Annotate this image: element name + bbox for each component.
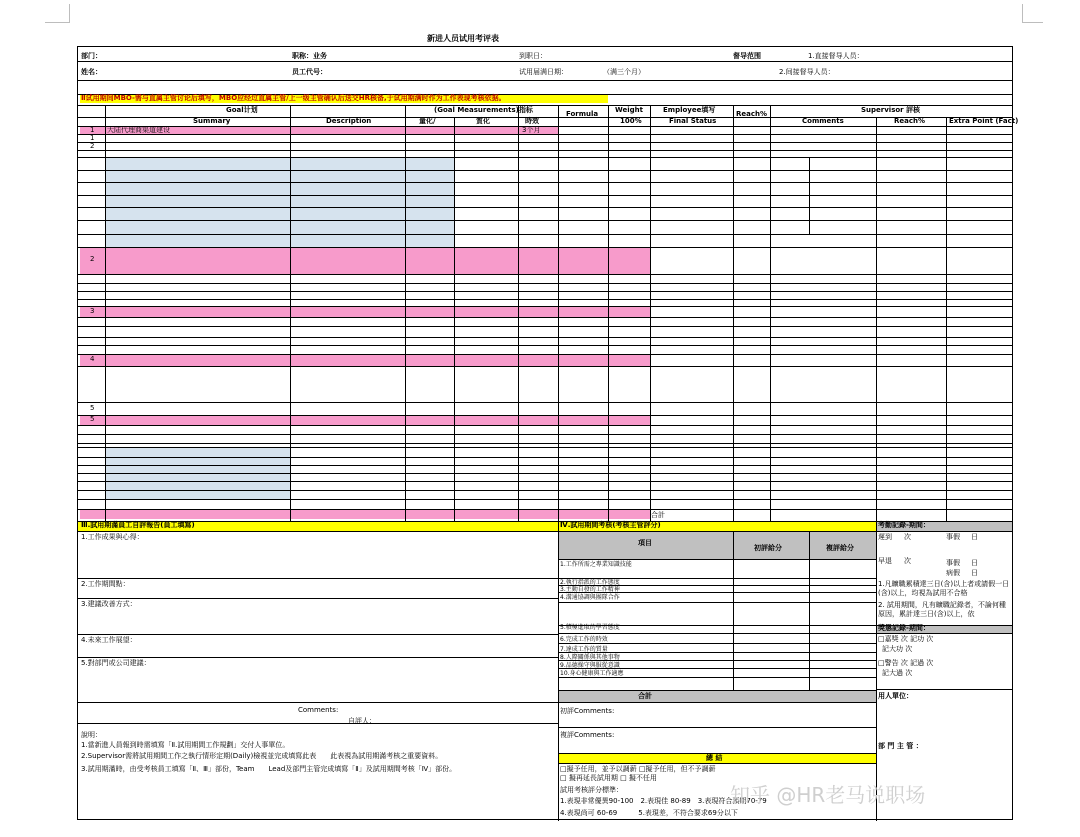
goal-row-5 xyxy=(80,415,650,425)
goal-row-end xyxy=(80,509,650,519)
goal-num: 3 xyxy=(90,307,95,315)
row1-num: 1 xyxy=(90,126,95,134)
reward-title: 獎懲記錄-期間： xyxy=(878,624,930,632)
goal-num: 5 xyxy=(90,404,95,412)
watermark: 知乎 @HR老马说职场 xyxy=(730,783,926,807)
goal-row-3 xyxy=(80,306,650,317)
early-times: 次 xyxy=(904,557,911,565)
total-label: 合計 xyxy=(651,511,665,519)
employee-id-label: 员工代号： xyxy=(292,68,327,76)
sub-weight: 100% xyxy=(620,117,642,125)
goal-row-4 xyxy=(80,354,650,366)
eval-item: 4.溝通協調與團隊合作 xyxy=(560,594,620,601)
self-question-4: 4.未來工作展望： xyxy=(81,636,137,644)
sub-description: Description xyxy=(326,117,372,125)
eval-item: 1.工作所需之專業知識技能 xyxy=(560,561,632,568)
hiring-unit: 用人單位： xyxy=(878,692,913,700)
goal-row-2 xyxy=(80,247,650,274)
note-3: 3.試用期滿時，由受考核員工填寫「Ⅱ、Ⅲ」部份，Team Lead及部門主管完成填寫「Ⅱ」及試用期間考核「Ⅳ」部份。 xyxy=(81,765,457,773)
section2-title: Ⅱ试用期间MBO-需与直属主管讨论后填写，MBO应经过直属主管/上一级主管确认后送交HR核备,于试用期满时作为工作表现考核依据。 xyxy=(81,94,506,102)
col-supervisor: Supervisor 評核 xyxy=(861,106,921,114)
sub-extra-point: Extra Point (Fact) xyxy=(949,117,1019,125)
trial-period: （满三个月） xyxy=(603,68,645,76)
self-question-2: 2.工作期間點： xyxy=(81,580,130,588)
page-title: 新进人员试用考评表 xyxy=(427,34,499,43)
col-measure: (Goal Measurements)指标 xyxy=(434,106,533,114)
trial-end-label: 试用届满日期： xyxy=(519,68,568,76)
standard-2: 4.表現尚可 60-69 5.表現差，不符合要求69分以下 xyxy=(560,809,738,817)
name-label: 姓名： xyxy=(81,68,102,76)
row1-time: 3个月 xyxy=(522,126,541,134)
late-label: 遲到 xyxy=(878,533,892,541)
section4-subtotal-bar xyxy=(558,690,876,702)
early-label: 早退 xyxy=(878,557,892,565)
self-question-5: 5.對部門或公司建議： xyxy=(81,659,151,667)
row-num: 2 xyxy=(90,142,95,150)
goal-num: 4 xyxy=(90,355,95,363)
section4-title: Ⅳ.試用期間考核(考核主管評分) xyxy=(560,521,661,529)
personal-leave: 事假 xyxy=(946,559,960,567)
section3-title: Ⅲ.試用期滿員工自評報告(員工填寫) xyxy=(81,521,195,529)
crop-mark xyxy=(45,4,70,23)
eval-item: 5.積極進取的學習態度 xyxy=(560,624,620,631)
eval-item: 7.達成工作的質量 xyxy=(560,646,608,653)
first-comments: 初評Comments: xyxy=(560,707,615,715)
self-question-3: 3.建議改善方式： xyxy=(81,600,137,608)
col-reach: Reach% xyxy=(736,110,768,118)
col-formula: Formula xyxy=(566,110,599,118)
col-goal: Goal计划 xyxy=(226,106,258,114)
reward-2: 記大功 次 xyxy=(882,645,913,653)
reward-1: □嘉獎 次 記功 次 xyxy=(878,635,934,643)
col-item: 項目 xyxy=(638,539,652,547)
crop-mark xyxy=(1022,4,1043,23)
summary-title: 總 結 xyxy=(706,754,723,762)
eval-item: 10.身心健康與工作適應 xyxy=(560,670,624,677)
attendance-rule-1: 1.凡曠職累積達三日(含)以上者或請假一日(含)以上，均視為試用不合格 xyxy=(878,580,1010,597)
mentor-label: 督导范围 xyxy=(733,52,761,60)
eval-item: 9.品德操守與服從意識 xyxy=(560,662,620,669)
eval-item: 2.執行指派的工作態度 xyxy=(560,579,620,586)
department-manager: 部 門 主 管 ： xyxy=(878,742,923,750)
penalty-1: □警告 次 記過 次 xyxy=(878,659,934,667)
affair-days: 日 xyxy=(971,533,978,541)
col-weight: Weight xyxy=(615,106,643,114)
sub-summary: Summary xyxy=(193,117,231,125)
personal-days: 日 xyxy=(971,559,978,567)
direct-supervisor-label: 1.直接督导人员： xyxy=(808,52,864,60)
note-1: 1.當新進人員報到時需填寫「Ⅱ.試用期間工作規劃」交付人事單位。 xyxy=(81,741,290,749)
notes-title: 說明： xyxy=(81,731,102,739)
affair-leave: 事假 xyxy=(946,533,960,541)
dept-label: 部门： xyxy=(81,52,102,60)
self-evaluator: 自評人： xyxy=(348,717,376,725)
section4-subtotal: 合計 xyxy=(638,692,652,700)
col-first-score: 初評給分 xyxy=(754,544,782,552)
evaluation-form xyxy=(77,46,1019,820)
late-times: 次 xyxy=(904,533,911,541)
eval-item: 6.完成工作的時效 xyxy=(560,636,608,643)
penalty-2: 記大過 次 xyxy=(882,669,913,677)
goal-num: 2 xyxy=(90,255,95,263)
position-label: 职称：业务 xyxy=(292,52,327,60)
row1-summary: 大陆代理商渠道建设 xyxy=(107,126,170,134)
sub-time: 時效 xyxy=(525,117,539,125)
sick-leave: 病假 xyxy=(946,569,960,577)
sub-comments: Comments xyxy=(802,117,844,125)
note-2: 2.Supervisor需將試用期間工作之執行情形定期(Daily)檢視並完成填寫此表 此表視為試用期滿考核之重要資料。 xyxy=(81,752,443,760)
sub-final-status: Final Status xyxy=(669,117,717,125)
standard-title: 試用考核評分標準： xyxy=(560,786,623,794)
sub-qual: 質化 xyxy=(476,117,490,125)
eval-item: 8.人際關係與其他事物 xyxy=(560,654,620,661)
sick-days: 日 xyxy=(971,569,978,577)
summary-option-1: □擬予任用，並予以調薪 □擬予任用，但不予調薪 xyxy=(560,765,716,773)
row-num: 1 xyxy=(90,134,95,142)
col-employee: Employee填写 xyxy=(663,106,716,114)
sub-quant: 量化/ xyxy=(419,117,436,125)
final-comments: 複評Comments: xyxy=(560,731,615,739)
attendance-title: 考勤記錄-期間： xyxy=(878,521,930,529)
goal-num: 5 xyxy=(90,415,95,423)
eval-item: 3.主動自發的工作精神 xyxy=(560,586,620,593)
sub-reach: Reach% xyxy=(894,117,926,125)
summary-option-2: □ 擬再延長試用期 □ 擬不任用 xyxy=(560,774,657,782)
arrival-label: 到职日： xyxy=(519,52,547,60)
col-final-score: 複評給分 xyxy=(826,544,854,552)
self-question-1: 1.工作成果與心得： xyxy=(81,533,144,541)
standard-1: 1.表現非常優異90-100 2.表現佳 80-89 3.表現符合預期70-79 xyxy=(560,797,767,805)
indirect-supervisor-label: 2.间接督导人员： xyxy=(779,68,835,76)
attendance-rule-2: 2. 試用期間，凡有曠職記錄者，不論何種原因，累計達三日(含)以上，依 xyxy=(878,601,1006,618)
self-comments: Comments: xyxy=(298,706,339,714)
